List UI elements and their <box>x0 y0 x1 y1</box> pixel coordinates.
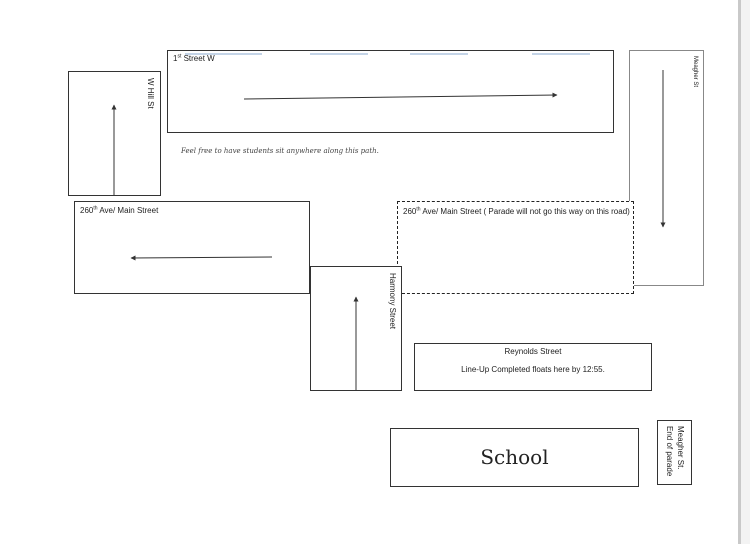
school-label: School <box>480 445 549 469</box>
main-street-arrow <box>131 257 272 258</box>
end-of-parade-label-1: Meagher St. <box>676 426 685 470</box>
meagher-st-label: Meagher St <box>692 56 698 88</box>
w-hill-st-label: W Hill St <box>146 78 155 109</box>
main-street-right-label: 260th Ave/ Main Street ( Parade will not go this way on this road) <box>403 206 630 216</box>
harmony-street-label: Harmony Street <box>388 273 397 330</box>
first-street-label: 1st Street W <box>173 53 215 63</box>
lineup-note: Line-Up Completed floats here by 12:55. <box>461 365 605 374</box>
seating-note: Feel free to have students sit anywhere along this path. <box>181 147 379 155</box>
main-street-left-label: 260th Ave/ Main Street <box>80 205 159 215</box>
first-street-arrow <box>244 95 557 99</box>
end-of-parade-label-2: End of parade <box>665 426 674 477</box>
reynolds-street-label: Reynolds Street <box>504 347 562 356</box>
